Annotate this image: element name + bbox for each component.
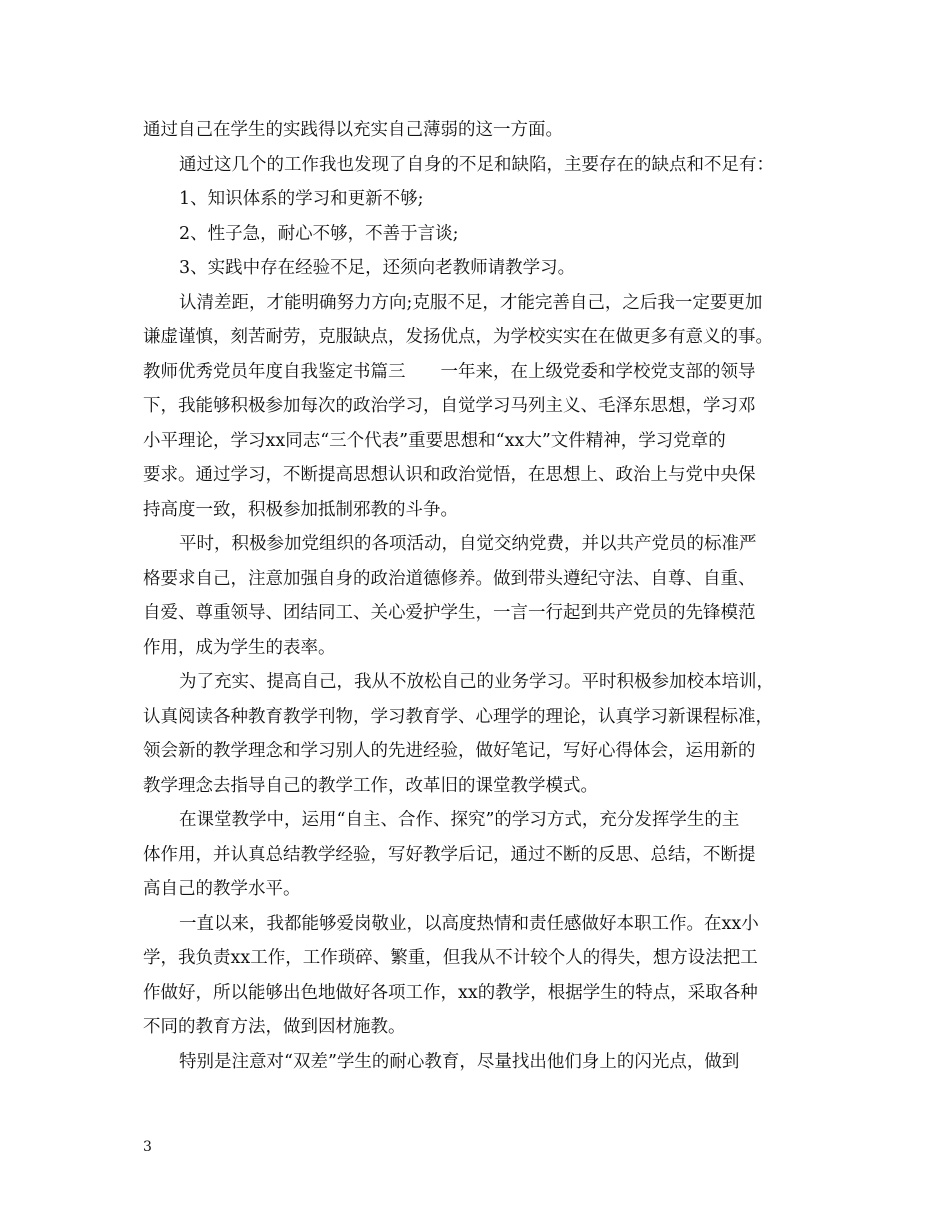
text-line: 领会新的教学理念和学习别人的先进经验，做好笔记，写好心得体会，运用新的	[143, 741, 756, 761]
text-line: 2、性子急，耐心不够，不善于言谈;	[179, 223, 459, 244]
text-line: 作用，成为学生的表率。	[143, 637, 336, 658]
text-line: 为了充实、提高自己，我从不放松自己的业务学习。平时积极参加校本培训，	[179, 672, 774, 692]
text-line: 通过这几个的工作我也发现了自身的不足和缺陷，主要存在的缺点和不足有：	[179, 154, 774, 175]
text-line: 高自己的教学水平。	[143, 879, 301, 899]
document-body	[143, 113, 813, 1079]
text-line: 一直以来，我都能够爱岗敬业，以高度热情和责任感做好本职工作。在xx小	[179, 913, 759, 934]
text-line: 认清差距，才能明确努力方向;克服不足，才能完善自己，之后我一定要更加	[179, 292, 763, 313]
text-line: 认真阅读各种教育教学刊物，学习教育学、心理学的理论，认真学习新课程标准，	[143, 706, 773, 727]
text-line: 不同的教育方法，做到因材施教。	[143, 1017, 406, 1037]
text-line: 通过自己在学生的实践得以充实自己薄弱的这一方面。	[143, 120, 563, 140]
text-line: 下，我能够积极参加每次的政治学习，自觉学习马列主义、毛泽东思想，学习邓	[143, 396, 756, 416]
text-line: 学，我负责xx工作，工作琐碎、繁重，但我从不计较个人的得失，想方设法把工	[143, 948, 758, 968]
text-line: 自爱、尊重领导、团结同工、关心爱护学生，一言一行起到共产党员的先锋模范	[143, 603, 756, 623]
text-line: 格要求自己，注意加强自身的政治道德修养。做到带头遵纪守法、自尊、自重、	[143, 568, 756, 589]
text-line: 教师优秀党员年度自我鉴定书篇三 一年来，在上级党委和学校党支部的领导	[143, 361, 756, 382]
text-line: 作做好，所以能够出色地做好各项工作，xx的教学，根据学生的特点，采取各种	[143, 982, 758, 1003]
page-number: 3	[143, 1139, 152, 1155]
text-line: 1、知识体系的学习和更新不够;	[179, 189, 424, 209]
text-line: 小平理论，学习xx同志“三个代表”重要思想和“xx大”文件精神，学习党章的	[143, 430, 726, 451]
text-line: 持高度一致，积极参加抵制邪教的斗争。	[143, 499, 458, 520]
text-line: 特别是注意对“双差”学生的耐心教育，尽量找出他们身上的闪光点，做到	[179, 1051, 740, 1072]
text-line: 体作用，并认真总结教学经验，写好教学后记，通过不断的反思、总结，不断提	[143, 844, 756, 865]
text-line: 要求。通过学习，不断提高思想认识和政治觉悟，在思想上、政治上与党中央保	[143, 465, 756, 485]
text-line: 在课堂教学中，运用“自主、合作、探究”的学习方式，充分发挥学生的主	[179, 810, 740, 830]
text-line: 谦虚谨慎，刻苦耐劳，克服缺点，发扬优点，为学校实实在在做更多有意义的事。	[143, 327, 773, 347]
text-line: 教学理念去指导自己的教学工作，改革旧的课堂教学模式。	[143, 775, 598, 796]
text-line: 3、实践中存在经验不足，还须向老教师请教学习。	[179, 258, 576, 278]
text-line: 平时，积极参加党组织的各项活动，自觉交纳党费，并以共产党员的标准严	[179, 534, 757, 554]
